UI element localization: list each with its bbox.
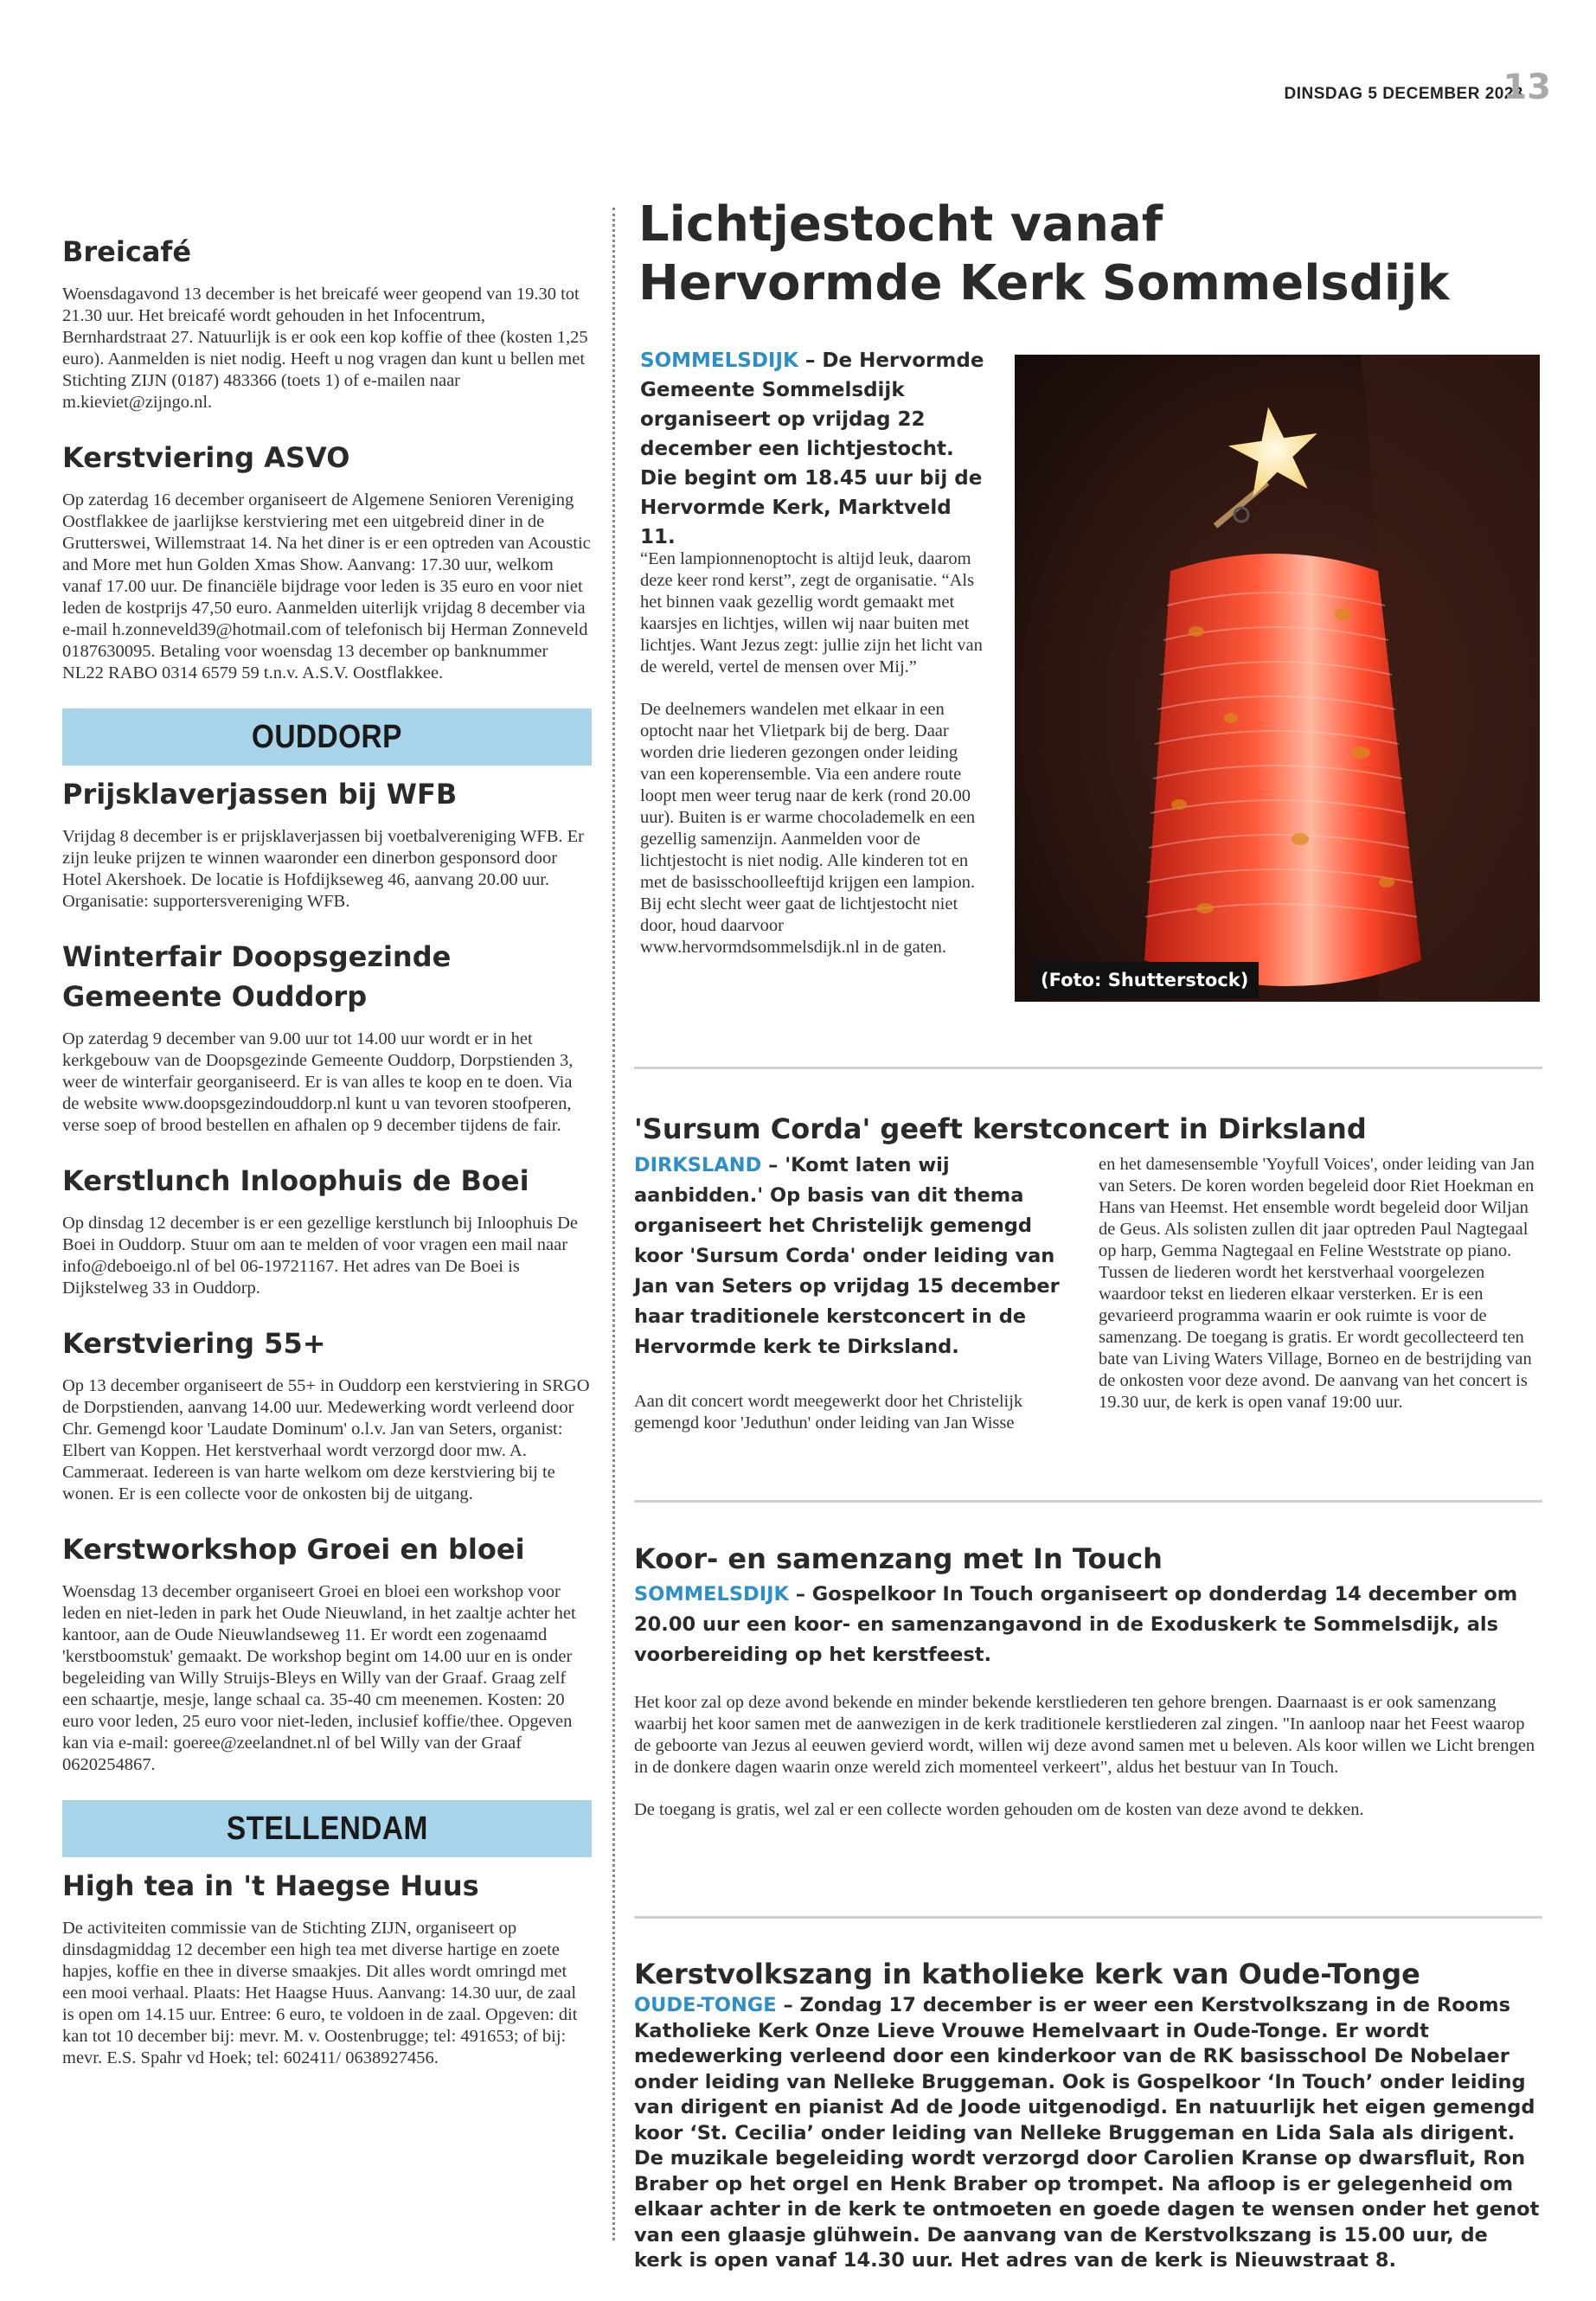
kerst55-title: Kerstviering 55+	[62, 1327, 326, 1360]
feature-headline	[638, 195, 1547, 313]
feature-place: SOMMELSDIJK	[640, 349, 798, 372]
sursum-body-right: en het damesensemble 'Yoyfull Voices', onder leiding van Jan van Seters. De koren worden begeleid door Riet Hoekman en Hans van Heemst. Het ensemble wordt begeleid door Wiljan de Geus. Als solisten zullen dit jaar optreden Paul Nagtegaal op harp, Gemma Nagtegaal en Feline Weststrate op piano. Tussen de liederen wordt het kerstverhaal voorgelezen waardoor tekst en liederen elkaar versterken. Er is een gevarieerd programma waarin er ook ruimte is voor de samenzang. De toegang is gratis. Er wordt gecollecteerd ten bate van Living Waters Village, Borneo en de bestrijding van de onkosten voor deze avond. De aanvang van het concert is 19.30 uur, de kerk is open vanaf 19:00 uur.	[1099, 1155, 1535, 1412]
wfb-text: Vrijdag 8 december is er prijsklaverjassen bij voetbalvereniging WFB. Er zijn leuke prijzen te winnen waaronder een dinerbon gesponsord door Hotel Akershoek. De locatie is Hofdijkseweg 46, aanvang 20.00 uur. Organisatie: supportersvereniging WFB.	[62, 827, 584, 911]
asvo-title: Kerstviering ASVO	[62, 441, 350, 474]
sursum-lead	[634, 1150, 1084, 1362]
sursum-body-left: Aan dit concert wordt meegewerkt door het Christelijk gemengd koor 'Jeduthun' onder leiding van Jan Wisse	[634, 1392, 1023, 1433]
kerstvolk-lead-block	[634, 1993, 1542, 2274]
region-banner-stellendam	[62, 1800, 592, 1857]
kerstvolk-place: OUDE-TONGE	[634, 1994, 777, 2016]
kerstvolk-lead	[634, 1993, 1542, 2274]
koor-body	[634, 1692, 1542, 1842]
kerst55-text: Op 13 december organiseert de 55+ in Ouddorp een kerstviering in SRGO de Dorpstienden, aanvang 14.00 uur. Medewerking wordt verleend door Chr. Gemengd koor 'Laudate Dominum' o.l.v. Jan van Seters, organist: Elbert van Koppen. Het kerstverhaal wordt verzorgd door mw. A. Cammeraat. Iedereen is van harte welkom om deze kerstviering bij te wonen. Er is een collecte voor de onkosten bij de uitgang.	[62, 1376, 590, 1503]
kerstvolk-lead-text: – Zondag 17 december is er weer een Kerstvolkszang in de Rooms Katholieke Kerk Onze Lieve Vrouwe Hemelvaart in Oude-Tonge. Er wordt medewerking verleend door een kinderkoor van de RK basisschool De Nobelaer onder leiding van Nelleke Bruggeman. Ook is Gospelkoor ‘In Touch’ onder leiding van dirigent en pianist Ad de Joode uitgenodigd. En natuurlijk het eigen gemengd koor ‘St. Cecilia’ onder leiding van Nelleke Bruggeman en Lida Sala als dirigent. De muzikale begeleiding wordt verzorgd door Carolien Kranse op dwarsfluit, Ron Braber op het orgel en Henk Braber op trompet. Na afloop is er gelegenheid om elkaar achter in de kerk te ontmoeten en goede dagen te wensen onder het genot van een glaasje glühwein. De aanvang van de Kerstvolkszang is 15.00 uur, de kerk is open vanaf 14.30 uur. Het adres van de kerk is Nieuwstraat 8.	[634, 1994, 1540, 2272]
sursum-body-right-block	[1099, 1154, 1548, 1434]
sursum-lead-block	[634, 1150, 1084, 1362]
koor-lead-block	[634, 1580, 1542, 1670]
region-label-ouddorp: OUDDORP	[251, 718, 402, 755]
breicafe-text: Woensdagavond 13 december is het breicafé weer geopend van 19.30 tot 21.30 uur. Het breicafé wordt gehouden in het Infocentrum, Bernhardstraat 27. Natuurlijk is er ook een kop koffie of thee (kosten 1,25 euro). Aanmelden is niet nodig. Heeft u nog vragen dan kunt u bellen met Stichting ZIJN (0187) 483366 (toets 1) of e-mailen naar m.kieviet@zijngo.nl.	[62, 285, 588, 412]
left-column	[62, 232, 592, 2093]
hightea-title: High tea in 't Haegse Huus	[62, 1869, 479, 1902]
feature-lead	[640, 346, 986, 552]
section-divider-2	[634, 1500, 1542, 1503]
wfb-title: Prijsklaverjassen bij WFB	[62, 778, 458, 811]
kerstlunch-text: Op dinsdag 12 december is er een gezellige kerstlunch bij Inloophuis De Boei in Ouddorp. Stuur om aan te melden of voor vragen een mail naar info@deboeigo.nl of bel 06-19721167. Het adres van De Boei is Dijkstelweg 33 in Ouddorp.	[62, 1214, 579, 1298]
feature-body	[640, 548, 986, 979]
feature-headline-line1: Lichtjestocht vanaf	[638, 196, 1163, 253]
feature-para-1: “Een lampionnenoptocht is altijd leuk, daarom deze keer rond kerst”, zegt de organisatie. “Als het binnen vaak gezellig wordt gemaakt met kaarsjes en lichtjes, willen wij naar buiten met lichtjes. Want Jezus zegt: jullie zijn het licht van de wereld, vertel de mensen over Mij.”	[640, 549, 983, 676]
breicafe-title: Breicafé	[62, 235, 192, 268]
photo-credit: (Foto: Shutterstock)	[1030, 962, 1259, 998]
feature-para-2: De deelnemers wandelen met elkaar in een optocht naar het Vlietpark bij de berg. Daar worden drie liederen gezongen onder leiding van een koperensemble. Via een andere route loopt men weer terug naar de kerk (rond 20.00 uur). Buiten is er warme chocolademelk en een gezellig samenzijn. Aanmelden voor de lichtjestocht is niet nodig. Alle kinderen tot en met de basisschoolleeftijd krijgen een lampion. Bij echt slecht weer gaat de lichtjestocht niet door, houd daarvoor www.hervormdsommelsdijk.nl in de gaten.	[640, 700, 976, 957]
edition-date: DINSDAG 5 DECEMBER 2023	[1284, 85, 1523, 103]
koor-title: Koor- en samenzang met In Touch	[634, 1542, 1163, 1575]
sursum-title: 'Sursum Corda' geeft kerstconcert in Dirksland	[634, 1112, 1367, 1145]
winterfair-text: Op zaterdag 9 december van 9.00 uur tot 14.00 uur wordt er in het kerkgebouw van de Doopsgezinde Gemeente Ouddorp, Dorpstienden 3, weer de winterfair georganiseerd. Er is van alles te koop en te doen. Via de website www.doopsgezindouddorp.nl kunt u van tevoren stoofperen, verse soep of brood bestellen en afhalen op 9 december tijdens de fair.	[62, 1029, 574, 1135]
sursum-body-left-block	[634, 1391, 1084, 1455]
asvo-text: Op zaterdag 16 december organiseert de Algemene Senioren Vereniging Oostflakkee de jaarlijkse kerstviering met een uitgebreid diner in de Grutterswei, Willemstraat 14. Na het diner is er een optreden van Acoustic and More met hun Golden Xmas Show. Aanvang: 17.30 uur, welkom vanaf 17.00 uur. De financiële bijdrage voor leden is 35 euro en voor niet leden de kostprijs 47,50 euro. Aanmelden uiterlijk vrijdag 8 december via e-mail h.zonneveld39@hotmail.com of telefonisch bij Herman Zonneveld 0187630095. Betaling voor woensdag 13 december op banknummer NL22 RABO 0314 6579 59 t.n.v. A.S.V. Oostflakkee.	[62, 490, 591, 683]
lantern-photo	[1015, 355, 1540, 1002]
winterfair-title: Winterfair Doopsgezinde Gemeente Ouddorp	[62, 940, 452, 1013]
workshop-text: Woensdag 13 december organiseert Groei en bloei een workshop voor leden en niet-leden in park het Oude Nieuwland, in het zaaltje achter het kantoor, aan de Oude Nieuwlandseweg 11. Er wordt een zogenaamd 'kerstboomstuk' gemaakt. De workshop begint om 14.00 uur en is onder begeleiding van Willy Struijs-Bleys en Willy van der Graaf. Graag zelf een schaartje, mesje, lange schaal ca. 35-40 cm meenemen. Kosten: 20 euro voor leden, 25 euro voor niet-leden, inclusief koffie/thee. Opgeven kan via e-mail: goeree@zeelandnet.nl of bel Willy van der Graaf 0620254867.	[62, 1582, 576, 1774]
kerstlunch-title: Kerstlunch Inloophuis de Boei	[62, 1164, 529, 1197]
koor-place: SOMMELSDIJK	[634, 1583, 789, 1606]
section-divider-3	[634, 1916, 1542, 1919]
koor-lead	[634, 1580, 1542, 1670]
column-divider	[612, 208, 615, 2240]
region-label-stellendam: STELLENDAM	[226, 1810, 428, 1847]
sursum-place: DIRKSLAND	[634, 1154, 762, 1176]
region-banner-ouddorp	[62, 708, 592, 766]
kerstvolk-title: Kerstvolkszang in katholieke kerk van Oude-Tonge	[634, 1958, 1420, 1990]
feature-lead-text: – De Hervormde Gemeente Sommelsdijk organiseert op vrijdag 22 december een lichtjestocht. Die begint om 18.45 uur bij de Hervormde Kerk, Marktveld 11.	[640, 349, 984, 548]
page-number: 13	[1503, 67, 1551, 107]
feature-headline-line2: Hervormde Kerk Sommelsdijk	[638, 255, 1450, 311]
workshop-title: Kerstworkshop Groei en bloei	[62, 1533, 525, 1566]
sursum-lead-text: – 'Komt laten wij aanbidden.' Op basis van dit thema organiseert het Christelijk gemengd koor 'Sursum Corda' onder leiding van Jan van Seters op vrijdag 15 december haar traditionele kerstconcert in de Hervormde kerk te Dirksland.	[634, 1154, 1060, 1358]
koor-lead-text: – Gospelkoor In Touch organiseert op donderdag 14 december om 20.00 uur een koor- en samenzangavond in de Exoduskerk te Sommelsdijk, als voorbereiding op het kerstfeest.	[634, 1583, 1518, 1666]
hightea-text: De activiteiten commissie van de Stichting ZIJN, organiseert op dinsdagmiddag 12 december een high tea met diverse hartige en zoete hapjes, koffie en thee in diverse smaakjes. Dit alles wordt omringd met een mooi verhaal. Plaats: Het Haagse Huus. Aanvang: 14.30 uur, de zaal is open om 14.15 uur. Entree: 6 euro, te voldoen in de zaal. Opgeven: dit kan tot 10 december bij: mevr. M. v. Oostenbrugge; tel: 491653; of bij: mevr. E.S. Spahr vd Hoek; tel: 602411/ 0638927456.	[62, 1919, 578, 2067]
section-divider-1	[634, 1067, 1542, 1069]
koor-para-1: Het koor zal op deze avond bekende en minder bekende kerstliederen ten gehore brengen. Daarnaast is er ook samenzang waarbij het koor samen met de aanwezigen in de kerk traditionele kerstliederen zal zingen. "In aanloop naar het Feest waarop de geboorte van Jezus al eeuwen gevierd wordt, willen wij deze avond samen met u beleven. Als koor willen we Licht brengen in de donkere dagen waarin onze wereld zich momenteel verkeert", aldus het bestuur van In Touch.	[634, 1693, 1535, 1777]
koor-para-2: De toegang is gratis, wel zal er een collecte worden gehouden om de kosten van deze avond te dekken.	[634, 1800, 1364, 1819]
lantern-illustration	[1015, 355, 1540, 1002]
